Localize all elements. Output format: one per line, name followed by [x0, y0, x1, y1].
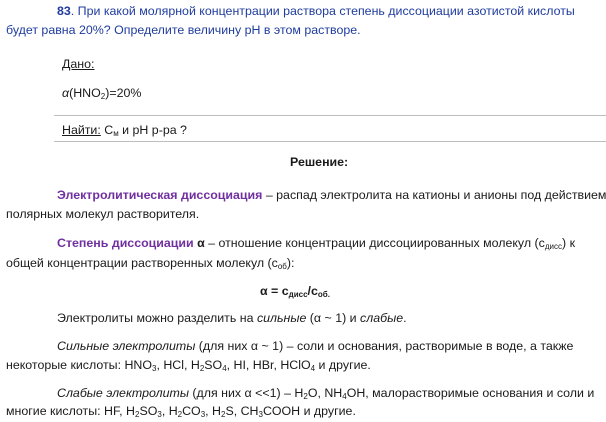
problem-statement-line-1 — [57, 4, 575, 18]
definition-dissociation: Электролитическая диссоциация – распад электролита на катионы и анионы под действием — [57, 188, 606, 202]
term-weak-electrolytes: Слабые электролиты — [57, 386, 189, 400]
problem-number: 83 — [57, 4, 71, 18]
find-label: Найти: — [62, 123, 101, 137]
electrolyte-classes: Электролиты можно разделить на сильные (α ~ 1) и слабые. — [57, 311, 407, 325]
term-electrolytic-dissociation: Электролитическая диссоциация — [57, 188, 263, 202]
given-alpha: $\alpha(HNO_2)=20\%$ — [62, 86, 142, 101]
find-line: Найти: $C_м$ и pH р-ра ? — [62, 123, 187, 138]
term-strong-electrolytes: Сильные электролиты — [57, 339, 196, 353]
problem-text-1: . При какой молярной концентрации раствора степень диссоциации азотистой кислоты — [70, 4, 575, 18]
weak-electrolytes: Слабые электролиты (для них $\alpha <<1) - H_2O$, $NH_4OH$, малорастворимые основания и соли и — [57, 386, 595, 401]
definition-degree: Степень диссоциации α – отношение концентрации диссоциированных молекул $(c_{дисс})$ к — [57, 236, 575, 251]
problem-statement-line-2: будет равна 20%? Определите величину pH в этом растворе. — [6, 23, 361, 37]
given-divider — [54, 115, 606, 116]
find-divider — [54, 141, 606, 142]
definition-dissociation-line-2: полярных молекул растворителя. — [6, 207, 200, 221]
strong-electrolytes: Сильные электролиты (для них α ~ 1) – соли и основания, растворимые в воде, а также — [57, 339, 574, 353]
strong-electrolytes-line-2: некоторые кислоты: $HNO_3$, HCl, $H_2SO_4$, HI, HBr, HClO$_4$ и другие. — [6, 358, 371, 373]
given-label: Дано: — [62, 57, 95, 71]
weak-electrolytes-line-2: многие кислоты: HF, $H_2SO_3$, $H_2CO_3$, $H_2S$, $CH_3COOH$ и другие. — [6, 404, 356, 419]
definition-degree-line-2: общей концентрации растворенных молекул $(c_{об})$: — [6, 256, 295, 271]
solution-heading: Решение: — [290, 155, 349, 169]
alpha-symbol: α — [62, 86, 70, 100]
degree-formula: $\alpha = c_{дисс}/c_{об.}$ — [260, 284, 330, 299]
term-degree-of-dissociation: Степень диссоциации — [57, 236, 194, 250]
